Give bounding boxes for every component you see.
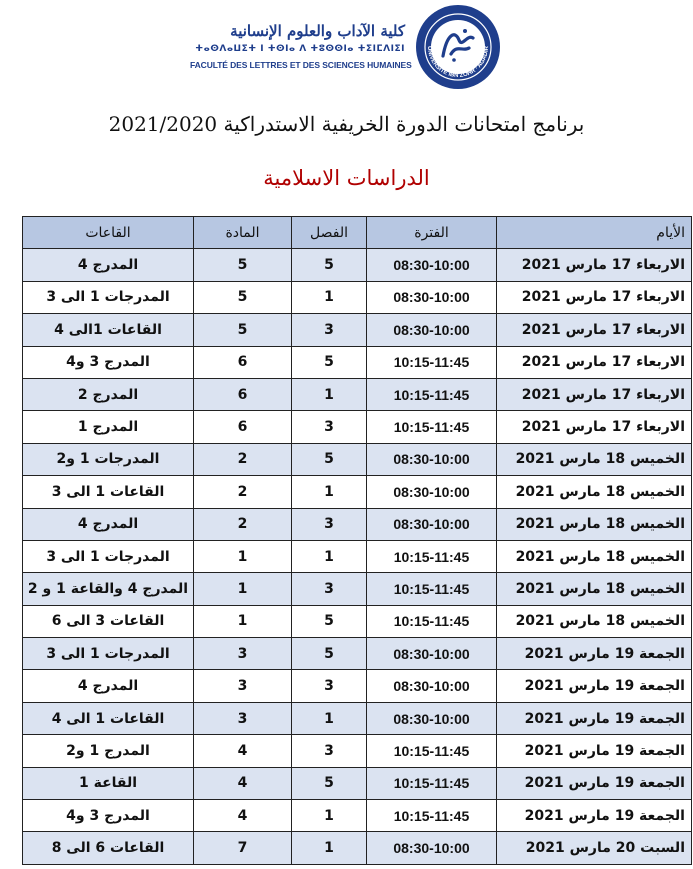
column-header-subject: المادة: [194, 217, 292, 249]
cell-day: الجمعة 19 مارس 2021: [497, 638, 692, 670]
table-row: [23, 670, 692, 702]
seal-text: UNIVERSITÉ IBN ZOHR · AGADIR: [425, 45, 491, 80]
cell-rooms: المدرج 4 والقاعة 1 و 2: [23, 573, 194, 605]
cell-subject: 4: [194, 767, 292, 799]
cell-semester: 3: [292, 411, 367, 443]
cell-day: الخميس 18 مارس 2021: [497, 605, 692, 637]
table-row: [23, 378, 692, 410]
cell-day: السبت 20 مارس 2021: [497, 832, 692, 864]
page-title: برنامج امتحانات الدورة الخريفية الاستدراكية 2021/2020: [108, 112, 585, 136]
table-row: [23, 508, 692, 540]
cell-semester: 5: [292, 605, 367, 637]
cell-period: 08:30-10:00: [367, 832, 497, 864]
table-row: [23, 476, 692, 508]
cell-period: 08:30-10:00: [367, 702, 497, 734]
cell-day: الجمعة 19 مارس 2021: [497, 767, 692, 799]
cell-rooms: المدرج 2: [23, 378, 194, 410]
cell-rooms: القاعات 1الى 4: [23, 314, 194, 346]
cell-day: الخميس 18 مارس 2021: [497, 540, 692, 572]
cell-period: 10:15-11:45: [367, 767, 497, 799]
cell-semester: 5: [292, 767, 367, 799]
cell-semester: 5: [292, 249, 367, 281]
table-row: [23, 314, 692, 346]
cell-semester: 3: [292, 670, 367, 702]
cell-day: الاربعاء 17 مارس 2021: [497, 411, 692, 443]
cell-rooms: المدرجات 1 الى 3: [23, 540, 194, 572]
cell-day: الاربعاء 17 مارس 2021: [497, 314, 692, 346]
cell-day: الاربعاء 17 مارس 2021: [497, 346, 692, 378]
cell-subject: 5: [194, 314, 292, 346]
cell-period: 08:30-10:00: [367, 476, 497, 508]
cell-period: 08:30-10:00: [367, 670, 497, 702]
table-row: [23, 411, 692, 443]
cell-period: 08:30-10:00: [367, 508, 497, 540]
table-header-row: [23, 217, 692, 249]
cell-subject: 1: [194, 605, 292, 637]
table-body: [23, 249, 692, 864]
cell-semester: 3: [292, 573, 367, 605]
cell-semester: 1: [292, 800, 367, 832]
cell-rooms: المدرج 4: [23, 670, 194, 702]
cell-subject: 6: [194, 346, 292, 378]
table-row: [23, 638, 692, 670]
cell-period: 08:30-10:00: [367, 314, 497, 346]
cell-subject: 4: [194, 735, 292, 767]
cell-subject: 2: [194, 508, 292, 540]
cell-rooms: المدرج 4: [23, 508, 194, 540]
cell-day: الاربعاء 17 مارس 2021: [497, 378, 692, 410]
cell-day: الجمعة 19 مارس 2021: [497, 702, 692, 734]
cell-day: الجمعة 19 مارس 2021: [497, 800, 692, 832]
cell-day: الخميس 18 مارس 2021: [497, 573, 692, 605]
cell-semester: 1: [292, 832, 367, 864]
table-row: [23, 443, 692, 475]
table-row: [23, 540, 692, 572]
column-header-rooms: القاعات: [23, 217, 194, 249]
cell-period: 08:30-10:00: [367, 249, 497, 281]
cell-period: 08:30-10:00: [367, 638, 497, 670]
cell-semester: 5: [292, 638, 367, 670]
cell-day: الاربعاء 17 مارس 2021: [497, 249, 692, 281]
faculty-name-french: FACULTÉ DES LETTRES ET DES SCIENCES HUMAINES: [190, 60, 412, 70]
cell-rooms: المدرجات 1 الى 3: [23, 281, 194, 313]
table-row: [23, 573, 692, 605]
cell-semester: 1: [292, 540, 367, 572]
column-header-semester: الفصل: [292, 217, 367, 249]
cell-subject: 1: [194, 540, 292, 572]
column-header-period: الفترة: [367, 217, 497, 249]
table-row: [23, 605, 692, 637]
table-row: [23, 249, 692, 281]
column-header-day: الأيام: [497, 217, 692, 249]
table-row: [23, 702, 692, 734]
cell-subject: 3: [194, 702, 292, 734]
faculty-name-tifinagh: ⵜⴰⵙⴷⴰⵡⵉⵜ ⵏ ⵜⵙⵏⴰ ⴷ ⵜⵓⵙⵙⵏⴰ ⵜⵉⵏⵎⴷⵏⵉⵏ: [195, 44, 405, 54]
cell-subject: 5: [194, 281, 292, 313]
table-row: [23, 832, 692, 864]
cell-period: 08:30-10:00: [367, 281, 497, 313]
cell-period: 10:15-11:45: [367, 735, 497, 767]
exam-schedule-table: [22, 216, 692, 865]
table-row: [23, 281, 692, 313]
cell-period: 10:15-11:45: [367, 800, 497, 832]
cell-semester: 1: [292, 702, 367, 734]
cell-subject: 2: [194, 443, 292, 475]
cell-rooms: المدرجات 1 الى 3: [23, 638, 194, 670]
cell-period: 10:15-11:45: [367, 605, 497, 637]
table-row: [23, 346, 692, 378]
cell-rooms: القاعات 1 الى 4: [23, 702, 194, 734]
cell-period: 10:15-11:45: [367, 540, 497, 572]
cell-semester: 1: [292, 476, 367, 508]
faculty-name-arabic: كلية الآداب والعلوم الإنسانية: [230, 22, 405, 40]
faculty-header: [190, 4, 510, 94]
cell-subject: 4: [194, 800, 292, 832]
cell-day: الخميس 18 مارس 2021: [497, 476, 692, 508]
cell-rooms: المدرج 1 و2: [23, 735, 194, 767]
cell-semester: 3: [292, 314, 367, 346]
cell-rooms: المدرج 4: [23, 249, 194, 281]
cell-rooms: المدرجات 1 و2: [23, 443, 194, 475]
cell-subject: 2: [194, 476, 292, 508]
cell-subject: 5: [194, 249, 292, 281]
table-row: [23, 800, 692, 832]
cell-rooms: القاعة 1: [23, 767, 194, 799]
cell-day: الخميس 18 مارس 2021: [497, 508, 692, 540]
cell-subject: 1: [194, 573, 292, 605]
cell-period: 10:15-11:45: [367, 573, 497, 605]
cell-period: 10:15-11:45: [367, 378, 497, 410]
cell-day: الخميس 18 مارس 2021: [497, 443, 692, 475]
cell-subject: 6: [194, 378, 292, 410]
department-title: الدراسات الاسلامية: [263, 166, 430, 190]
cell-rooms: المدرج 3 و4: [23, 800, 194, 832]
cell-subject: 6: [194, 411, 292, 443]
cell-rooms: المدرج 1: [23, 411, 194, 443]
university-seal-logo: [415, 4, 501, 90]
cell-period: 10:15-11:45: [367, 411, 497, 443]
table-row: [23, 767, 692, 799]
cell-period: 08:30-10:00: [367, 443, 497, 475]
cell-rooms: القاعات 1 الى 3: [23, 476, 194, 508]
cell-semester: 5: [292, 443, 367, 475]
cell-semester: 1: [292, 378, 367, 410]
faculty-name-block: [190, 22, 412, 70]
cell-day: الجمعة 19 مارس 2021: [497, 735, 692, 767]
cell-semester: 3: [292, 508, 367, 540]
cell-semester: 3: [292, 735, 367, 767]
cell-semester: 5: [292, 346, 367, 378]
cell-rooms: القاعات 6 الى 8: [23, 832, 194, 864]
cell-subject: 3: [194, 670, 292, 702]
cell-period: 10:15-11:45: [367, 346, 497, 378]
cell-subject: 3: [194, 638, 292, 670]
cell-semester: 1: [292, 281, 367, 313]
table-row: [23, 735, 692, 767]
cell-day: الاربعاء 17 مارس 2021: [497, 281, 692, 313]
cell-rooms: القاعات 3 الى 6: [23, 605, 194, 637]
cell-day: الجمعة 19 مارس 2021: [497, 670, 692, 702]
cell-subject: 7: [194, 832, 292, 864]
cell-rooms: المدرج 3 و4: [23, 346, 194, 378]
